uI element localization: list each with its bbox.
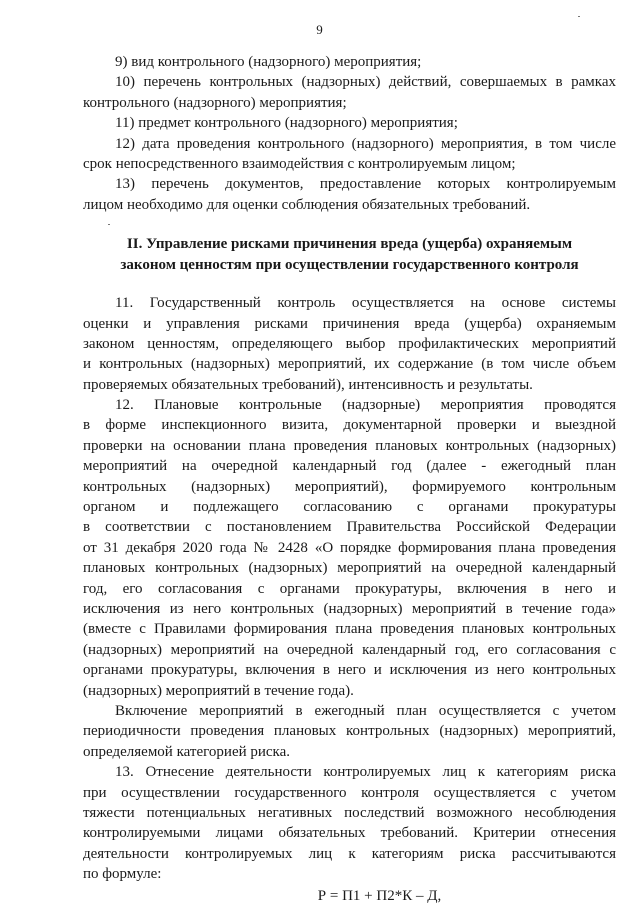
paragraph-line: в соответствии с постановлением Правительства Российской Федерации [83,519,616,536]
list-block [83,52,616,215]
paragraph-line: определяемой категорией риска. [83,743,291,760]
paragraph-line: законом ценностям, определяющего выбор профилактических мероприятий [83,335,616,352]
paragraph-line: 13. Отнесение деятельности контролируемых лиц к категориям риска [115,764,616,781]
list-item: 12) дата проведения контрольного (надзорного) мероприятия, в том числе [115,135,616,152]
scan-speck [578,16,580,17]
page-number: 9 [316,22,323,37]
paragraph-line: деятельности контролируемых лиц к категориям риска рассчитываются [83,845,616,862]
paragraph-line: (надзорных) мероприятий на очередной календарный год, его согласования с [83,641,616,658]
paragraph-line: тяжести потенциальных негативных последствий возможного несоблюдения [83,804,616,821]
list-item: 10) перечень контрольных (надзорных) действий, совершаемых в рамках [115,74,616,91]
paragraph-13 [83,762,616,884]
section-heading [83,234,616,276]
paragraph-line: оценки и управления рисками причинения вреда (ущерба) охраняемым [83,315,616,332]
scan-speck [108,224,110,225]
list-item: 11) предмет контрольного (надзорного) мероприятия; [115,115,458,132]
section-heading-line: II. Управление рисками причинения вреда (ущерба) охраняемым [126,236,573,253]
paragraph-line: плановых контрольных (надзорных) мероприятий на очередной календарный [83,560,616,577]
paragraph-line: год, его согласования с органами прокуратуры, включения в него и [83,580,616,597]
paragraph-inclusion [83,701,616,762]
list-item: 9) вид контрольного (надзорного) мероприятия; [115,54,422,70]
list-item-continuation: контрольного (надзорного) мероприятия; [83,94,347,111]
paragraph-line: (надзорных) мероприятий в течение года). [83,682,354,699]
paragraph-line: периодичности проведения плановых контрольных (надзорных) мероприятий, [83,723,616,740]
list-item-continuation: лицом необходимо для оценки соблюдения обязательных требований. [83,196,531,213]
paragraph-line: проверки на основании плана проведения плановых контрольных (надзорных) [83,437,616,454]
paragraph-line: и контрольных (надзорных) мероприятий, их содержание (в том числе объем [83,356,616,373]
paragraph-line: контрольных (надзорных) мероприятий), формируемого контрольным [83,478,616,495]
page-content [83,52,616,907]
risk-formula: Р = П1 + П2*К – Д, [317,888,442,905]
paragraph-line: Включение мероприятий в ежегодный план осуществляется с учетом [115,702,616,719]
paragraph-line: контролируемыми лицами обязательных требований. Критерии отнесения [83,825,616,842]
paragraph-line: органами прокуратуры, включения в него и исключения из него контрольных [83,662,616,679]
paragraph-line: 11. Государственный контроль осуществляется на основе системы [115,295,616,312]
paragraph-line: мероприятий на очередной календарный год (далее - ежегодный план [83,458,616,475]
paragraph-line: от 31 декабря 2020 года № 2428 «О порядке формирования плана проведения [83,539,616,556]
paragraph-line: при осуществлении государственного контроля осуществляется с учетом [83,784,616,801]
list-item: 13) перечень документов, предоставление которых контролируемым [115,176,616,193]
paragraph-line: (вместе с Правилами формирования плана проведения плановых контрольных [83,621,616,638]
paragraph-line: в форме инспекционного визита, документарной проверки и выездной [83,417,616,434]
paragraph-11 [83,293,616,395]
paragraph-line: исключения из него контрольных (надзорных) мероприятий в течение года» [83,600,616,617]
paragraph-line: по формуле: [83,866,162,883]
section-heading-line: законом ценностям при осуществлении государственного контроля [120,257,579,274]
paragraph-line: 12. Плановые контрольные (надзорные) мероприятия проводятся [115,397,616,414]
paragraph-12 [83,395,616,701]
paragraph-line: органом и подлежащего согласованию с органами прокуратуры [83,499,616,516]
paragraph-line: проверяемых обязательных требований), интенсивность и результаты. [83,376,533,393]
list-item-continuation: срок непосредственного взаимодействия с контролируемым лицом; [83,155,516,172]
